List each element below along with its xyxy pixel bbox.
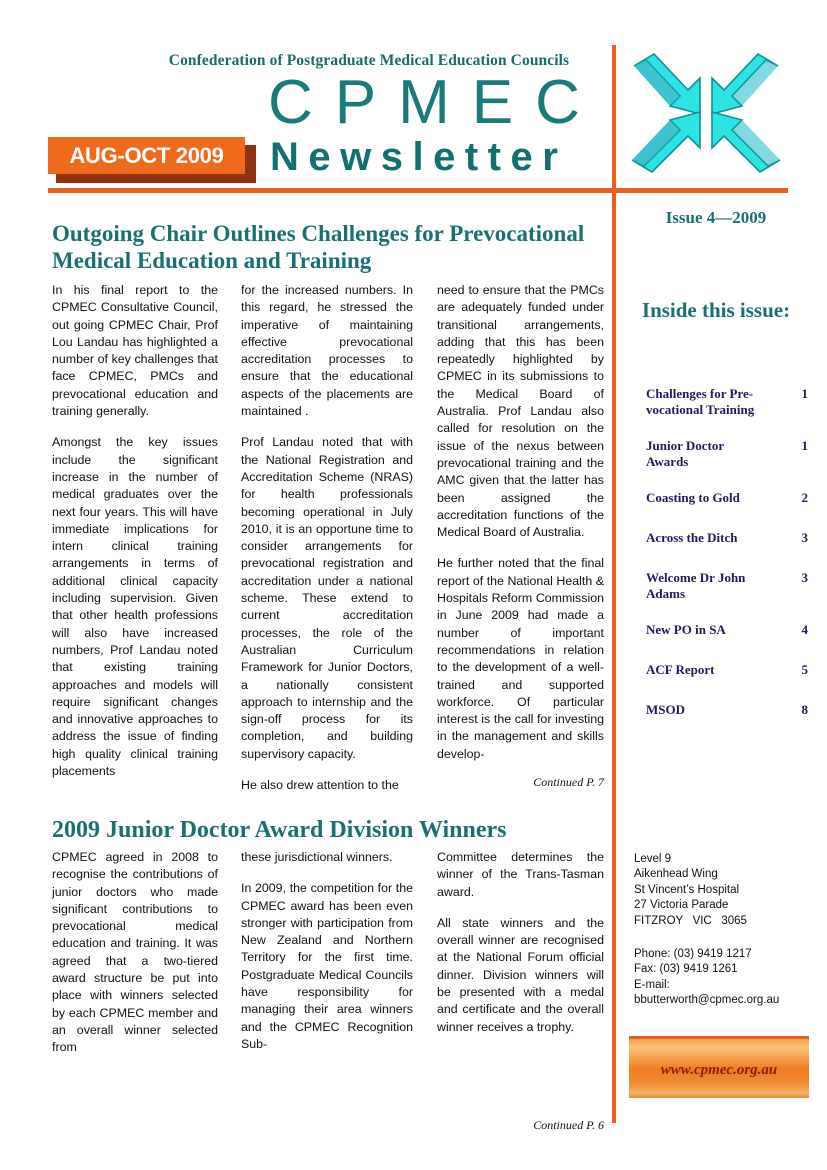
article-1-column-2	[241, 282, 413, 794]
paragraph: Prof Landau noted that with the National Registration and Accreditation Scheme (NRAS) for health professionals becoming operational in July 2010, it is an opportune time to consider arrangements for prevocational registration and accreditation under a national scheme. These extend to current accreditation processes, the role of the Australian Curriculum Framework for Junior Doctors, a nationally consistent approach to internship and the sign-off process for its completion, and building supervisory capacity.	[241, 435, 413, 761]
contact-line: Fax: (03) 9419 1261	[634, 963, 738, 976]
toc-entry-label: ACF Report	[646, 662, 715, 677]
toc-entry[interactable]	[646, 570, 808, 602]
paragraph: CPMEC agreed in 2008 to recognise the contributions of junior doctors who made significant contributions to prevocational medical education and training. It was agreed that a two-tiered award structure be put into place with winners selected by each CPMEC member and an overall winner selected from	[52, 850, 218, 1055]
paragraph: All state winners and the overall winner are recognised at the National Forum official dinner. Division winners will be presented with a medal and certificate and the overall winner receives a trophy.	[437, 915, 604, 1034]
address-line: FITZROY VIC 3065	[634, 914, 747, 927]
article-headline-1: Outgoing Chair Outlines Challenges for Prevocational Medical Education and Training	[52, 221, 585, 274]
toc-entry-label: Junior Doctor Awards	[646, 438, 724, 469]
masthead	[0, 0, 827, 190]
article-2-column-2	[241, 849, 413, 1053]
newsletter-subtitle: Newsletter	[270, 135, 568, 179]
toc-entry[interactable]	[646, 438, 808, 470]
paragraph: In his final report to the CPMEC Consultative Council, out going CPMEC Chair, Prof Lou Landau has highlighted a number of key challenges that face CPMEC, PMCs and prevocational education and training generally.	[52, 283, 218, 419]
brand-title: CPMEC	[268, 68, 602, 137]
toc-entry[interactable]	[646, 490, 808, 510]
four-converging-arrows-logo	[626, 52, 786, 180]
toc-entry[interactable]	[646, 702, 808, 722]
article-1-column-3	[437, 282, 604, 763]
article-1-column-1	[52, 282, 218, 780]
paragraph: for the increased numbers. In this regard, he stressed the imperative of maintaining effective prevocational accreditation processes to ensure that the educational aspects of the placements are maintained .	[241, 283, 413, 419]
website-banner[interactable]	[629, 1036, 809, 1098]
paragraph: Committee determines the winner of the Trans-Tasman award.	[437, 850, 604, 899]
sidebar-divider-rule	[612, 45, 616, 1123]
paragraph: He also drew attention to the	[241, 778, 399, 793]
toc-entry[interactable]	[646, 386, 808, 418]
toc-entry-page: 8	[801, 702, 808, 717]
paragraph: In 2009, the competition for the CPMEC award has been even stronger with participation from New Zealand and Northern Territory for the first time. Postgraduate Medical Councils have responsibility for managing their area winners and the CPMEC Recognition Sub-	[241, 881, 413, 1051]
toc-entry[interactable]	[646, 622, 808, 642]
toc-entry-label: MSOD	[646, 702, 685, 717]
article-headline-2: 2009 Junior Doctor Award Division Winners	[52, 817, 507, 844]
toc-entry-label: New PO in SA	[646, 622, 726, 637]
toc-entry-page: 4	[801, 622, 808, 637]
toc-entry-label: Coasting to Gold	[646, 490, 740, 505]
paragraph: these jurisdictional winners.	[241, 850, 393, 864]
contact-line: E-mail:	[634, 978, 670, 991]
toc-entry-page: 1	[801, 438, 808, 453]
article-2-column-1	[52, 849, 218, 1057]
table-of-contents	[646, 386, 808, 742]
contact-block	[634, 852, 812, 1009]
paragraph: need to ensure that the PMCs are adequately funded under transitional arrangements, adding that this has been repeatedly highlighted by CPMEC in its submissions to the Medical Board of Australia. Prof Landau also called for resolution on the issue of the nexus between prevocational training and the AMC given that the latter has been assigned the accreditation functions of the Medical Board of Australia.	[437, 283, 604, 540]
inside-this-issue-title: Inside this issue:	[641, 298, 791, 322]
article-2-continued-note: Continued P. 6	[533, 1118, 604, 1132]
issue-number: Issue 4—2009	[665, 208, 767, 227]
toc-entry-page: 3	[801, 530, 808, 545]
date-badge-label: AUG-OCT 2009	[69, 143, 224, 168]
organisation-name: Confederation of Postgraduate Medical Education Councils	[168, 52, 570, 69]
postal-address	[634, 852, 812, 929]
toc-entry-label: Across the Ditch	[646, 530, 738, 545]
toc-entry-page: 2	[801, 490, 808, 505]
article-2-column-3	[437, 849, 604, 1036]
masthead-divider-rule	[48, 188, 788, 193]
toc-entry-page: 3	[801, 570, 808, 585]
website-url[interactable]: www.cpmec.org.au	[660, 1062, 778, 1078]
contact-details	[634, 947, 812, 1009]
address-line: St Vincent’s Hospital	[634, 883, 740, 896]
toc-entry-label: Welcome Dr John Adams	[646, 570, 746, 601]
paragraph: Amongst the key issues include the significant increase in the number of medical graduates over the next four years. This will have immediate implications for intern clinical training arrangements in terms of additional clinical capacity including supervision. Given that other health professions will also have increased numbers, Prof Landau noted that existing training approaches and models will require significant changes and innovative approaches to address the issue of finding high quality clinical training placements	[52, 435, 218, 779]
paragraph: He further noted that the final report of the National Health & Hospitals Reform Commission in June 2009 had made a number of important recommendations in relation to the development of a well-trained and supported workforce. Of particular interest is the call for investing in the management and skills develop-	[437, 556, 604, 761]
toc-entry-page: 5	[801, 662, 808, 677]
toc-entry-label: Challenges for Pre-vocational Training	[646, 386, 755, 417]
contact-line: Phone: (03) 9419 1217	[634, 948, 752, 961]
address-line: Aikenhead Wing	[634, 868, 718, 881]
toc-entry[interactable]	[646, 530, 808, 550]
date-badge	[48, 137, 256, 183]
toc-entry[interactable]	[646, 662, 808, 682]
address-line: 27 Victoria Parade	[634, 899, 729, 912]
toc-entry-page: 1	[801, 386, 808, 401]
contact-line: bbutterworth@cpmec.org.au	[634, 994, 780, 1007]
address-line: Level 9	[634, 853, 672, 865]
article-1-continued-note: Continued P. 7	[533, 775, 604, 789]
